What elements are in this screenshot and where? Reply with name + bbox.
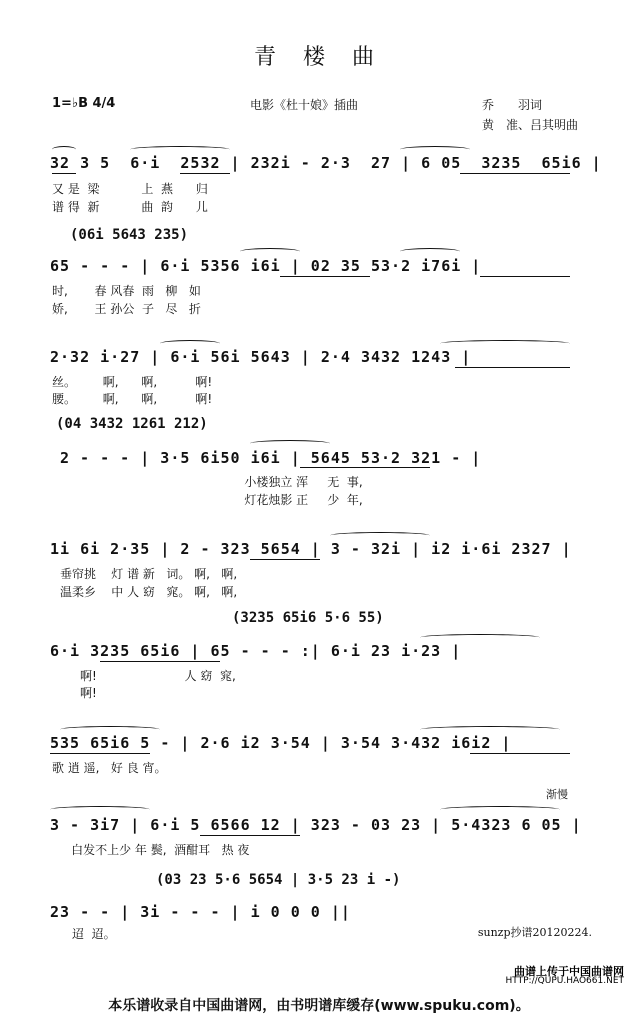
- score-row-2-notes: 65 - - - | 6·i 5356 i6i | 02 35 53·2 i76i |: [50, 257, 482, 275]
- score-row-9-intro: (03 23 5·6 5654 | 3·5 23 i -): [156, 872, 401, 888]
- score-row-5-notes: 1i 6i 2·35 | 2 - 323 5654 | 3 - 32i | i2 i·6i 2327 |: [50, 540, 572, 558]
- rhythm-underline: [100, 661, 220, 662]
- score-row-1-notes: 32 3 5 6·i 2532 | 232i - 2·3 27 | 6 05 3235 65i6 |: [50, 154, 602, 172]
- slur: [240, 248, 300, 255]
- tempo-mark: 渐慢: [546, 788, 568, 801]
- rhythm-underline: [280, 276, 370, 277]
- rhythm-underline: [455, 367, 570, 368]
- rhythm-underline: [300, 467, 430, 468]
- slur: [440, 340, 570, 347]
- composer-credit: 黄 准、吕其明曲: [482, 118, 579, 132]
- rhythm-underline: [200, 835, 300, 836]
- score-row-2-lyric-1: 时, 春 风春 雨 柳 如: [52, 284, 201, 298]
- slur: [400, 248, 460, 255]
- score-row-7-lyric-1: 歌 逍 遥, 好 良 宵。: [52, 761, 167, 775]
- slur: [130, 146, 230, 153]
- rhythm-underline: [480, 276, 570, 277]
- transcriber-note: sunzp抄谱20120224.: [477, 926, 592, 939]
- score-row-6-intro: (3235 65i6 5·6 55): [232, 610, 384, 626]
- score-row-9-notes: 23 - - | 3i - - - | i 0 0 0 ||: [50, 903, 351, 921]
- score-row-4-notes: 2 - - - | 3·5 6i50 i6i | 5645 53·2 321 - |: [60, 449, 482, 467]
- score-row-2-intro: (06i 5643 235): [70, 227, 189, 243]
- rhythm-underline: [180, 173, 230, 174]
- score-row-4-lyric-2: 灯花烛影 正 少 年,: [210, 493, 363, 507]
- score-row-4-lyric-1: 小楼独立 浑 无 事,: [210, 475, 363, 489]
- subtitle: 电影《杜十娘》插曲: [250, 98, 359, 112]
- slur: [330, 532, 430, 539]
- slur: [60, 726, 160, 733]
- score-row-6-notes: 6·i 3235 65i6 | 65 - - - :| 6·i 23 i·23 |: [50, 642, 462, 660]
- slur: [420, 634, 540, 641]
- score-row-5-lyric-1: 垂帘挑 灯 谱 新 词。 啊, 啊,: [60, 567, 238, 581]
- slur: [160, 340, 220, 347]
- slur: [400, 146, 470, 153]
- score-row-1-lyric-1: 又 是 梁 上 燕 归: [52, 182, 208, 196]
- rhythm-underline: [470, 753, 570, 754]
- rhythm-underline: [50, 753, 150, 754]
- score-row-8-notes: 3 - 3i7 | 6·i 5 6566 12 | 323 - 03 23 | 5·4323 6 05 |: [50, 816, 582, 834]
- key-signature: 1=♭B 4/4: [52, 96, 116, 111]
- score-row-6-lyric-1: 啊! 人 窈 窕,: [80, 669, 236, 683]
- watermark-text: 曲谱上传于中国曲谱网: [514, 965, 624, 978]
- slur: [440, 806, 560, 813]
- score-row-7-notes: 535 65i6 5 - | 2·6 i2 3·54 | 3·54 3·432 i6i2 |: [50, 734, 512, 752]
- score-row-8-lyric-1: 白发不上少 年 鬓, 酒酣耳 热 夜: [52, 843, 250, 857]
- rhythm-underline: [52, 173, 76, 174]
- score-row-3-notes: 2·32 i·27 | 6·i 56i 5643 | 2·4 3432 1243 |: [50, 348, 472, 366]
- score-row-1-lyric-2: 谱 得 新 曲 韵 儿: [52, 200, 208, 214]
- score-row-9-lyric-1: 迢 迢。: [72, 927, 116, 941]
- score-row-3-lyric-1: 丝。 啊, 啊, 啊!: [52, 375, 213, 389]
- slur: [52, 146, 76, 153]
- rhythm-underline: [250, 559, 320, 560]
- lyricist-credit: 乔 羽词: [482, 98, 543, 112]
- score-row-6-lyric-2: 啊!: [80, 686, 97, 700]
- footer-note: 本乐谱收录自中国曲谱网，由书明谱库缓存(www.spuku.com)。: [108, 998, 530, 1014]
- score-row-4-intro: (04 3432 1261 212): [56, 416, 208, 432]
- score-row-5-lyric-2: 温柔乡 中 人 窈 窕。 啊, 啊,: [60, 585, 238, 599]
- rhythm-underline: [460, 173, 570, 174]
- score-row-2-lyric-2: 娇, 王 孙公 子 尽 折: [52, 302, 201, 316]
- slur: [420, 726, 560, 733]
- page-title: 青 楼 曲: [254, 45, 384, 70]
- watermark-url: HTTP://QUPU.HAO661.NET: [505, 976, 624, 986]
- slur: [50, 806, 150, 813]
- score-row-3-lyric-2: 腰。 啊, 啊, 啊!: [52, 392, 213, 406]
- slur: [250, 440, 330, 447]
